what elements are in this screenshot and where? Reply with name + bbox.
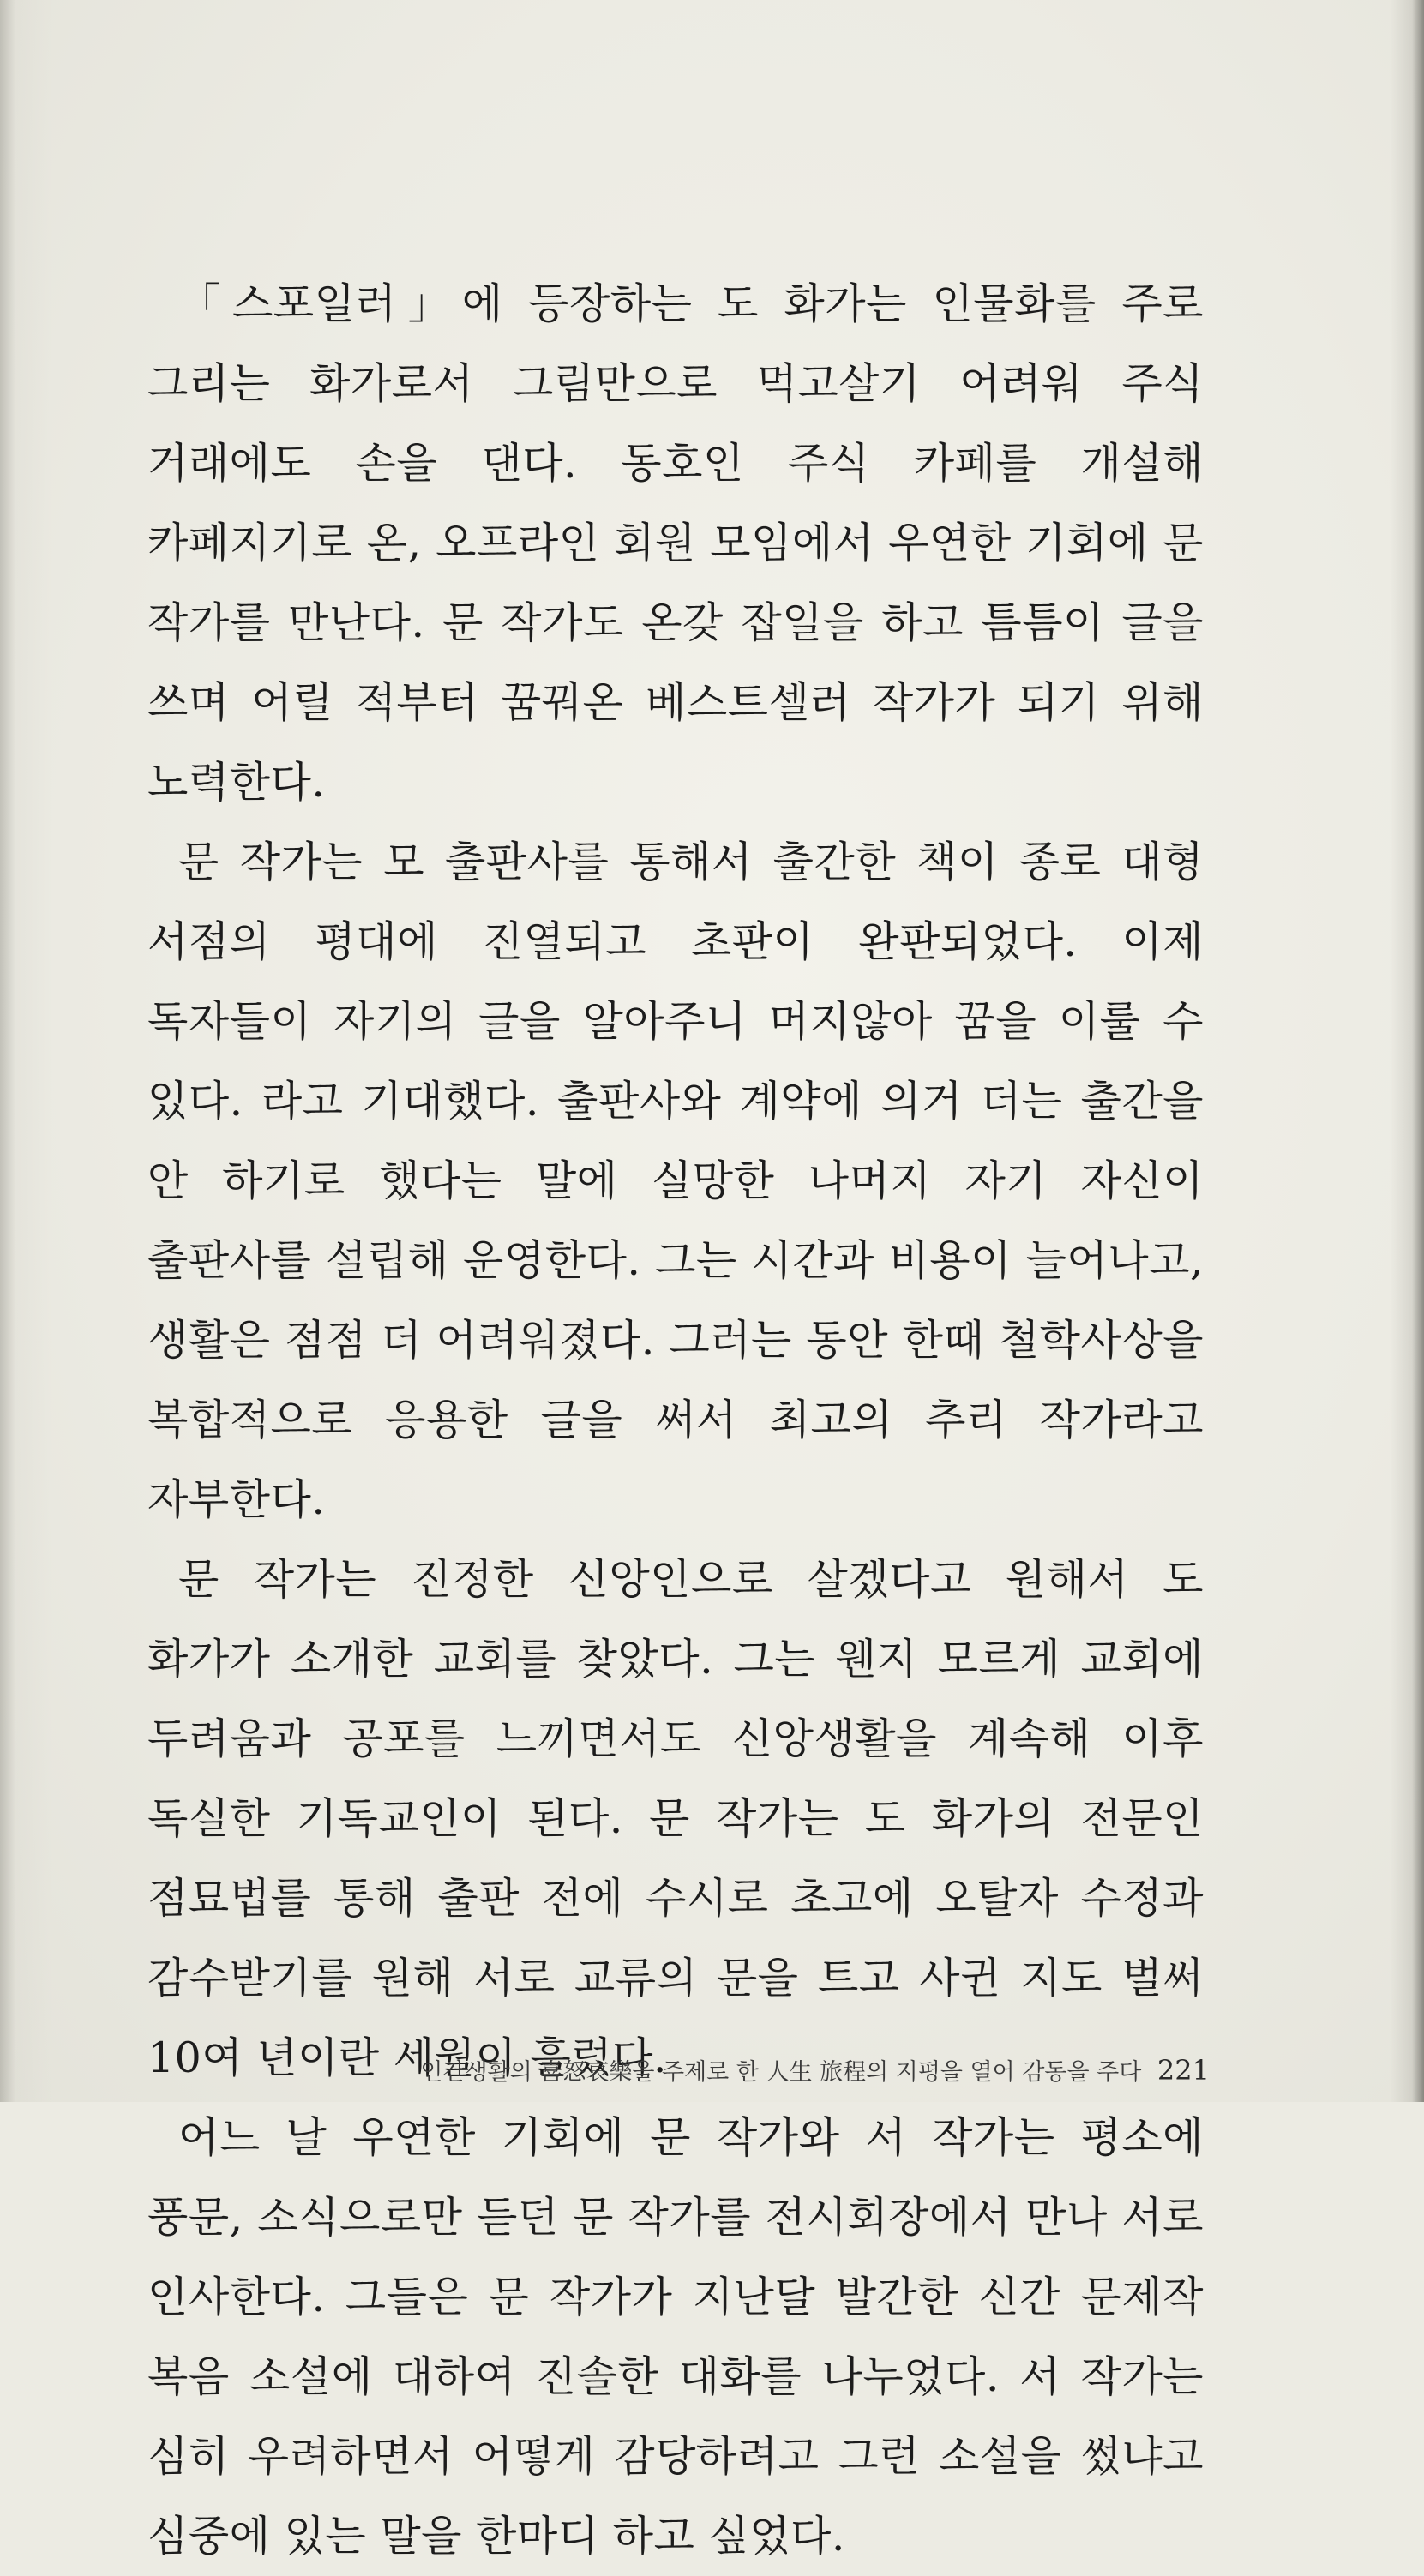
body-text: [147, 264, 1204, 2576]
paragraph-3: 문 작가는 진정한 신앙인으로 살겠다고 원해서 도 화가가 소개한 교회를 찾았다. 그는 웬지 모르게 교회에 두려움과 공포를 느끼면서도 신앙생활을 계속해 이후 독실한 기독교인이 된다. 문 작가는 도 화가의 전문인 점묘법를 통해 출판 전에 수시로 초고에 오탈자 수정과 감수받기를 원해 서로 교류의 문을 트고 사귄 지도 벌써 10여 년이란 세월이 흘렀다.: [147, 1555, 1204, 2082]
page-footer: [420, 2053, 1210, 2087]
running-title: 인간생활의 喜怒哀樂을 주제로 한 人生 旅程의 지평을 열어 감동을 주다: [420, 2059, 1142, 2086]
page-number: 221: [1157, 2054, 1210, 2087]
paragraph-2: 문 작가는 모 출판사를 통해서 출간한 책이 종로 대형 서점의 평대에 진열되고 초판이 완판되었다. 이제 독자들이 자기의 글을 알아주니 머지않아 꿈을 이룰 수 있다. 라고 기대했다. 출판사와 계약에 의거 더는 출간을 안 하기로 했다는 말에 실망한 나머지 자기 자신이 출판사를 설립해 운영한다. 그는 시간과 비용이 늘어나고, 생활은 점점 더 어려워졌다. 그러는 동안 한때 철학사상을 복합적으로 응용한 글을 써서 최고의 추리 작가라고 자부한다.: [147, 838, 1204, 1524]
paragraph-4: 어느 날 우연한 기회에 문 작가와 서 작가는 평소에 풍문, 소식으로만 듣던 문 작가를 전시회장에서 만나 서로 인사한다. 그들은 문 작가가 지난달 발간한 신간 문제작 복음 소설에 대하여 진솔한 대화를 나누었다. 서 작가는 심히 우려하면서 어떻게 감당하려고 그런 소설을 썼냐고 심중에 있는 말을 한마디 하고 싶었다.: [147, 2113, 1204, 2561]
paragraph-1: 「스포일러」에 등장하는 도 화가는 인물화를 주로 그리는 화가로서 그림만으로 먹고살기 어려워 주식 거래에도 손을 댄다. 동호인 주식 카페를 개설해 카페지기로 온, 오프라인 회원 모임에서 우연한 기회에 문 작가를 만난다. 문 작가도 온갖 잡일을 하고 틈틈이 글을 쓰며 어릴 적부터 꿈꿔온 베스트셀러 작가가 되기 위해 노력한다.: [147, 279, 1204, 807]
